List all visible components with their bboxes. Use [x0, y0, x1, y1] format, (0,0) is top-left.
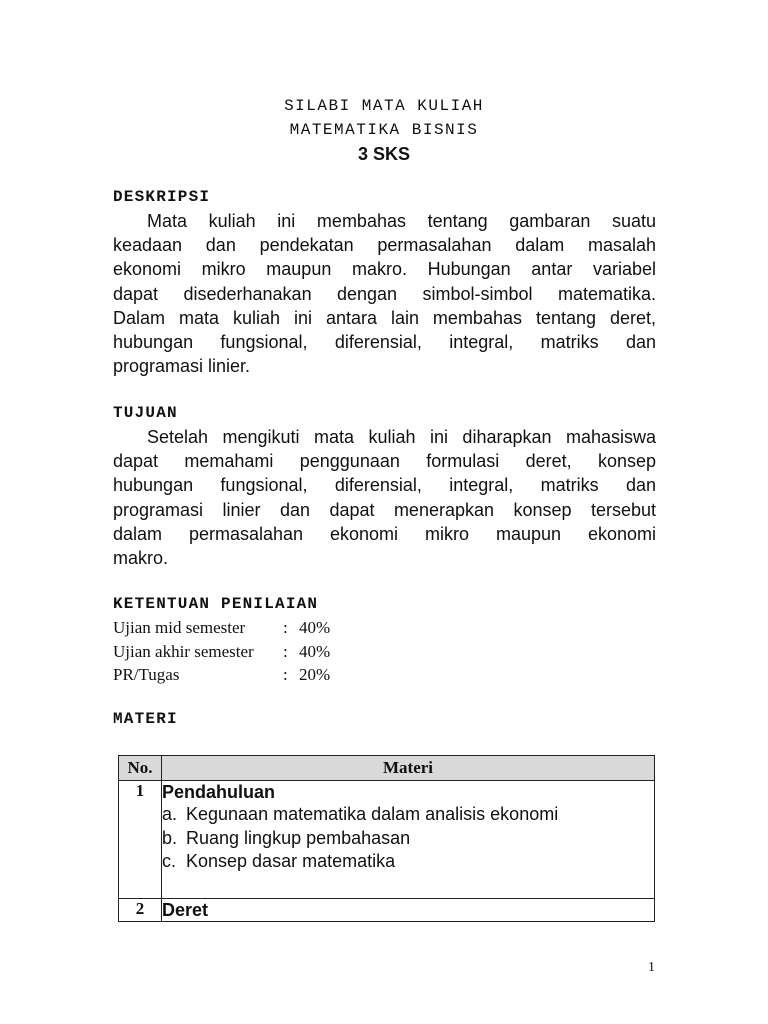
- tujuan-line: dapat memahami penggunaan formulasi deret, konsep: [113, 451, 656, 472]
- deskripsi-line: programasi linier.: [113, 356, 251, 377]
- penilaian-item: [113, 640, 359, 664]
- subtopic-item: [162, 827, 654, 851]
- penilaian-item: [113, 663, 359, 687]
- row-content: [162, 781, 655, 899]
- title-line-2: MATEMATIKA BISNIS: [289, 121, 479, 139]
- column-header-materi: Materi: [162, 756, 655, 781]
- penilaian-label: Ujian akhir semester: [113, 641, 254, 661]
- table-row: [119, 781, 655, 899]
- penilaian-separator: :: [283, 641, 288, 661]
- row-number: 1: [119, 781, 162, 899]
- penilaian-heading: KETENTUAN PENILAIAN: [113, 595, 319, 613]
- topic-title: Pendahuluan: [162, 782, 276, 802]
- tujuan-paragraph: [113, 425, 656, 570]
- title-credits: 3 SKS: [357, 144, 411, 164]
- subtopic-item: [162, 850, 654, 874]
- materi-heading: MATERI: [113, 710, 178, 728]
- subtopic-text: Ruang lingkup pembahasan: [186, 827, 411, 848]
- deskripsi-line: dapat disederhanakan dengan simbol-simbol matematika.: [113, 283, 656, 304]
- penilaian-separator: :: [283, 618, 288, 637]
- penilaian-item: [113, 616, 359, 640]
- tujuan-line: programasi linier dan dapat menerapkan konsep tersebut: [113, 499, 656, 520]
- subtopic-letter: a.: [162, 804, 178, 824]
- subtopic-letter: c.: [162, 851, 177, 871]
- materi-table: [118, 755, 655, 922]
- title-block: [0, 94, 768, 166]
- page-number: 1: [648, 960, 655, 975]
- deskripsi-heading: DESKRIPSI: [113, 188, 211, 206]
- column-header-no: No.: [119, 756, 162, 781]
- penilaian-value: 20%: [299, 665, 331, 684]
- tujuan-heading: TUJUAN: [113, 404, 178, 422]
- penilaian-label: Ujian mid semester: [113, 618, 246, 637]
- deskripsi-line: hubungan fungsional, diferensial, integral, matriks dan: [113, 332, 656, 353]
- deskripsi-line: ekonomi mikro maupun makro. Hubungan antar variabel: [113, 259, 656, 280]
- subtopic-text: Kegunaan matematika dalam analisis ekonomi: [186, 804, 559, 824]
- row-number: 2: [119, 899, 162, 922]
- penilaian-value: 40%: [299, 641, 331, 661]
- topic-title: Deret: [162, 900, 209, 920]
- penilaian-value: 40%: [299, 618, 331, 637]
- tujuan-line: dalam permasalahan ekonomi mikro maupun ekonomi: [113, 523, 656, 544]
- row-content: [162, 899, 655, 922]
- penilaian-separator: :: [283, 665, 288, 684]
- table-row: [119, 899, 655, 922]
- subtopic-letter: b.: [162, 827, 178, 848]
- penilaian-list: [113, 616, 359, 687]
- tujuan-line: Setelah mengikuti mata kuliah ini diharapkan mahasiswa: [147, 427, 656, 447]
- tujuan-line: hubungan fungsional, diferensial, integral, matriks dan: [113, 475, 656, 496]
- title-line-1: SILABI MATA KULIAH: [284, 97, 484, 115]
- table-header-row: [119, 756, 655, 781]
- subtopic-item: [162, 803, 654, 827]
- deskripsi-line: Dalam mata kuliah ini antara lain membahas tentang deret,: [113, 307, 656, 328]
- tujuan-line: makro.: [113, 548, 169, 569]
- deskripsi-line: keadaan dan pendekatan permasalahan dalam masalah: [113, 235, 656, 256]
- subtopic-text: Konsep dasar matematika: [186, 851, 396, 871]
- penilaian-label: PR/Tugas: [113, 665, 180, 684]
- deskripsi-paragraph: [113, 209, 656, 378]
- deskripsi-line: Mata kuliah ini membahas tentang gambaran suatu: [147, 211, 656, 231]
